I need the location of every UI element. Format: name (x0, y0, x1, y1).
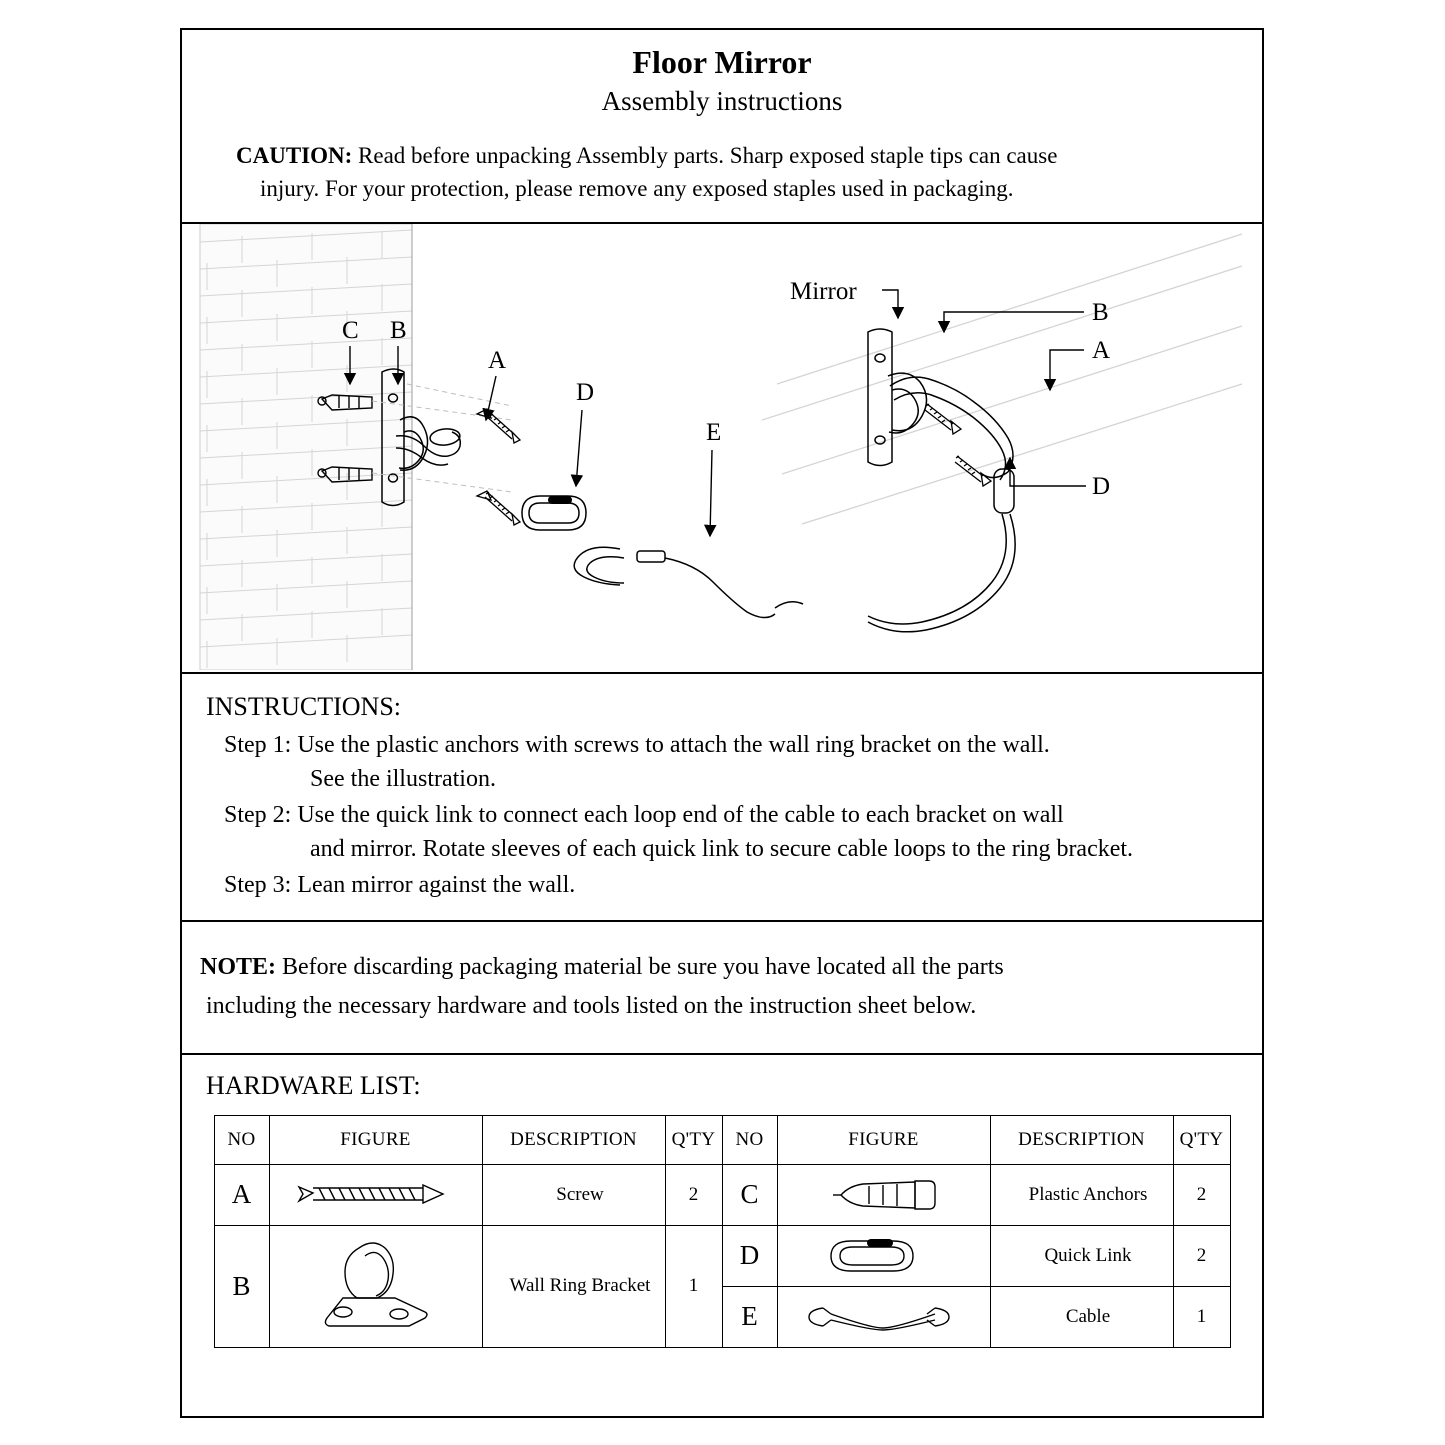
row-no-a: A (214, 1164, 269, 1225)
label-mirror: Mirror (790, 277, 857, 305)
column-header-description-left: DESCRIPTION (482, 1115, 665, 1164)
column-header-no-left: NO (214, 1115, 269, 1164)
instruction-step (224, 868, 1246, 902)
note-section (182, 922, 1262, 1055)
row-description-e: Cable (990, 1286, 1173, 1347)
assembly-illustration (182, 224, 1262, 674)
row-no-c: C (722, 1164, 777, 1225)
label-e: E (706, 418, 722, 446)
column-header-figure-left: FIGURE (269, 1115, 482, 1164)
hardware-section (182, 1055, 1262, 1358)
step-2-line-2: and mirror. Rotate sleeves of each quick link to secure cable loops to the ring bracket. (310, 836, 1134, 863)
caution-paragraph (236, 139, 1234, 206)
label-b-right: B (1092, 298, 1109, 326)
instructions-heading: INSTRUCTIONS: (206, 691, 402, 721)
column-header-no-right: NO (722, 1115, 777, 1164)
label-b-left: B (390, 316, 407, 344)
table-header-row (214, 1115, 1230, 1164)
instruction-step (224, 728, 1246, 796)
row-qty-e: 1 (1173, 1286, 1230, 1347)
row-qty-d: 2 (1173, 1225, 1230, 1286)
column-header-qty-left: Q'TY (665, 1115, 722, 1164)
table-row (214, 1225, 1230, 1286)
illustration-labels (342, 278, 1110, 536)
table-row (214, 1164, 1230, 1225)
caution-label: CAUTION: (236, 143, 353, 169)
row-description-d: Quick Link (990, 1225, 1173, 1286)
row-qty-b: 1 (665, 1225, 722, 1347)
page-title: Floor Mirror (632, 44, 812, 80)
step-2-line-1: Step 2: Use the quick link to connect each loop end of the cable to each bracket on wall (224, 801, 1064, 828)
note-line-2: including the necessary hardware and tools listed on the instruction sheet below. (206, 992, 977, 1019)
row-no-d: D (722, 1225, 777, 1286)
label-d-right: D (1092, 472, 1111, 500)
plastic-anchor-icon (777, 1164, 990, 1225)
label-c: C (342, 316, 359, 344)
hardware-table (214, 1115, 1231, 1348)
step-1-line-1: Step 1: Use the plastic anchors with screws to attach the wall ring bracket on the wall. (224, 731, 1050, 758)
column-header-figure-right: FIGURE (777, 1115, 990, 1164)
screw-icon (269, 1164, 482, 1225)
label-a-right: A (1092, 336, 1111, 364)
hardware-heading: HARDWARE LIST: (206, 1070, 421, 1100)
note-label: NOTE: (200, 954, 277, 981)
screw-left-graphic (477, 409, 520, 525)
brick-wall-graphic (200, 224, 412, 670)
column-header-qty-right: Q'TY (1173, 1115, 1230, 1164)
column-header-description-right: DESCRIPTION (990, 1115, 1173, 1164)
cable-icon (777, 1286, 990, 1347)
instruction-sheet (180, 28, 1264, 1418)
row-no-b: B (214, 1225, 269, 1347)
wall-ring-bracket-icon (269, 1225, 482, 1347)
row-qty-c: 2 (1173, 1164, 1230, 1225)
row-no-e: E (722, 1286, 777, 1347)
cable-graphic (574, 547, 803, 617)
quick-link-icon (777, 1225, 990, 1286)
row-description-c: Plastic Anchors (990, 1164, 1173, 1225)
step-3-line-1: Step 3: Lean mirror against the wall. (224, 872, 576, 899)
row-qty-a: 2 (665, 1164, 722, 1225)
row-description-a: Screw (482, 1164, 665, 1225)
caution-line-2: injury. For your protection, please remove any exposed staples used in packaging. (260, 176, 1014, 202)
label-a-left: A (488, 346, 507, 374)
quick-link-right-graphic (890, 377, 1014, 513)
header-section (182, 30, 1262, 224)
instructions-section (182, 674, 1262, 922)
quick-link-left-graphic (522, 496, 586, 530)
wall-ring-bracket-right-graphic (868, 329, 927, 466)
row-description-b: Wall Ring Bracket (482, 1225, 665, 1347)
cable-right-graphic (868, 514, 1015, 632)
note-line-1: Before discarding packaging material be sure you have located all the parts (276, 954, 1004, 981)
illustration-drawing (182, 224, 1262, 670)
step-1-line-2: See the illustration. (310, 765, 496, 792)
label-d-left: D (576, 378, 595, 406)
caution-line-1: Read before unpacking Assembly parts. Sharp exposed staple tips can cause (352, 143, 1058, 169)
instruction-step (224, 798, 1246, 866)
page-subtitle: Assembly instructions (601, 86, 843, 116)
